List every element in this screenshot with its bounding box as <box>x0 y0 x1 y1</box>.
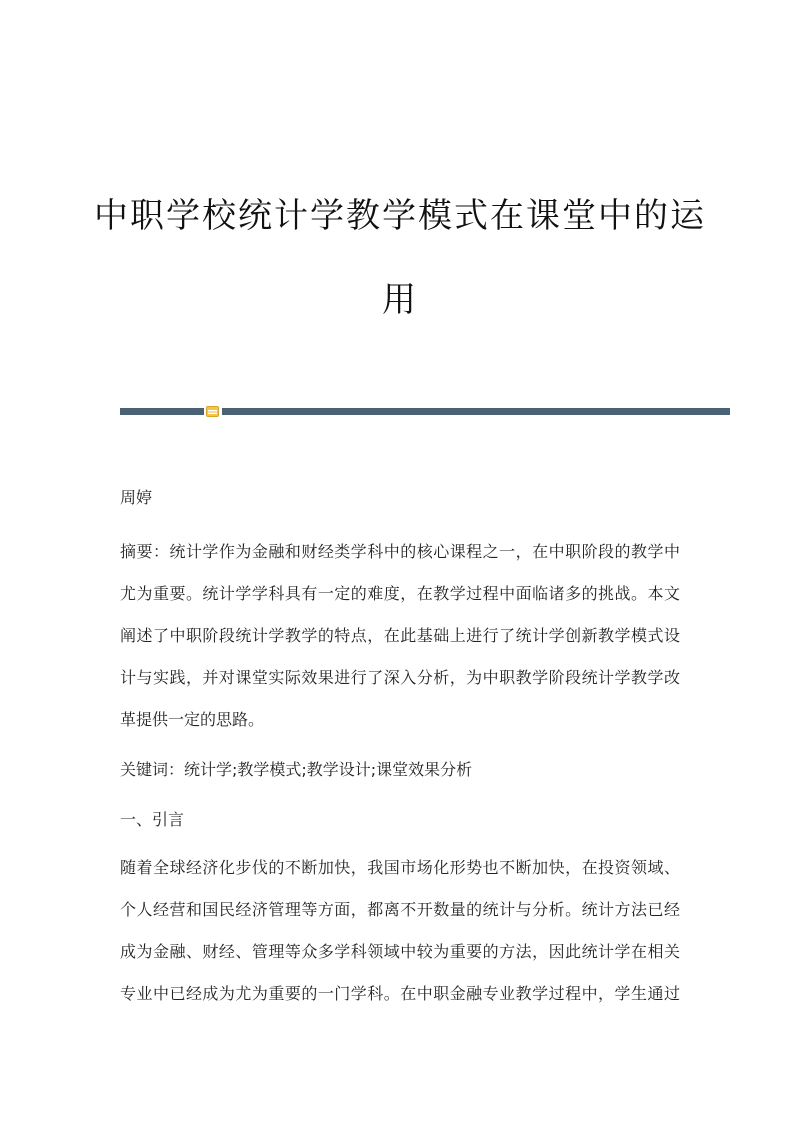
title-divider-left <box>120 408 204 415</box>
body-paragraph-line-2: 个人经营和国民经济管理等方面，都离不开数量的统计与分析。统计方法已经 <box>120 900 680 919</box>
body-paragraph-line-4: 专业中已经成为尤为重要的一门学科。在中职金融专业教学过程中，学生通过 <box>120 984 680 1003</box>
body-paragraph-line-3: 成为金融、财经、管理等众多学科领域中较为重要的方法，因此统计学在相关 <box>120 942 680 961</box>
divider-ornament-icon <box>206 406 219 417</box>
abstract-line-5: 革提供一定的思路。 <box>120 710 265 729</box>
abstract-line-1: 摘要：统计学作为金融和财经类学科中的核心课程之一，在中职阶段的教学中 <box>120 542 680 561</box>
section-heading: 一、引言 <box>120 810 185 829</box>
abstract-line-4: 计与实践，并对课堂实际效果进行了深入分析，为中职教学阶段统计学教学改 <box>120 668 680 687</box>
abstract-line-3: 阐述了中职阶段统计学教学的特点，在此基础上进行了统计学创新教学模式设 <box>120 626 680 645</box>
title-divider-right <box>222 408 730 415</box>
body-paragraph-line-1: 随着全球经济化步伐的不断加快，我国市场化形势也不断加快，在投资领域、 <box>120 858 680 877</box>
keywords: 关键词：统计学;教学模式;教学设计;课堂效果分析 <box>120 760 473 779</box>
author-name: 周婷 <box>120 488 153 507</box>
document-title-line-1: 中职学校统计学教学模式在课堂中的运 <box>94 196 706 236</box>
abstract-line-2: 尤为重要。统计学学科具有一定的难度，在教学过程中面临诸多的挑战。本文 <box>120 584 680 603</box>
document-title-line-2: 用 <box>382 280 418 320</box>
